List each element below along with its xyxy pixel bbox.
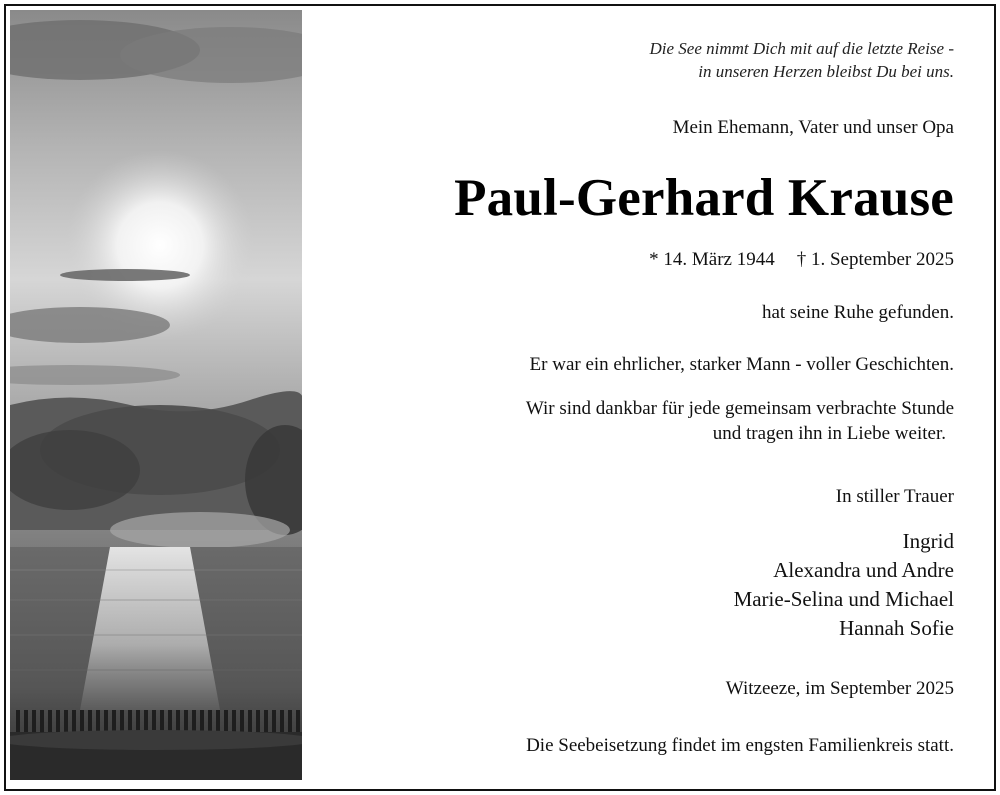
burial-note: Die Seebeisetzung findet im engsten Familienkreis statt. xyxy=(526,735,954,756)
mourner-name: Hannah Sofie xyxy=(839,616,954,640)
sea-sunset-photo xyxy=(10,10,302,780)
mourner-name: Marie-Selina und Michael xyxy=(733,587,954,611)
obituary-text-column xyxy=(310,0,954,795)
place-date: Witzeeze, im September 2025 xyxy=(725,678,954,699)
rest-text: hat seine Ruhe gefunden. xyxy=(761,302,954,323)
tribute-text: Er war ein ehrlicher, starker Mann - voller Geschichten. xyxy=(529,354,954,375)
intro-text: Mein Ehemann, Vater und unser Opa xyxy=(672,117,954,138)
gratitude-line-1: Wir sind dankbar für jede gemeinsam verbrachte Stunde xyxy=(525,398,954,419)
mourner-name: Ingrid xyxy=(902,529,954,553)
mourning-text: In stiller Trauer xyxy=(835,486,954,507)
motto-line-2: in unseren Herzen bleibst Du bei uns. xyxy=(698,62,954,81)
motto-line-1: Die See nimmt Dich mit auf die letzte Reise - xyxy=(649,39,954,58)
gratitude-line-2: und tragen ihn in Liebe weiter. xyxy=(712,423,946,444)
death-date: † 1. September 2025 xyxy=(796,249,954,270)
mourner-name: Alexandra und Andre xyxy=(773,558,954,582)
life-dates xyxy=(649,249,954,271)
deceased-name: Paul-Gerhard Krause xyxy=(454,169,954,227)
birth-date: * 14. März 1944 xyxy=(649,249,775,270)
